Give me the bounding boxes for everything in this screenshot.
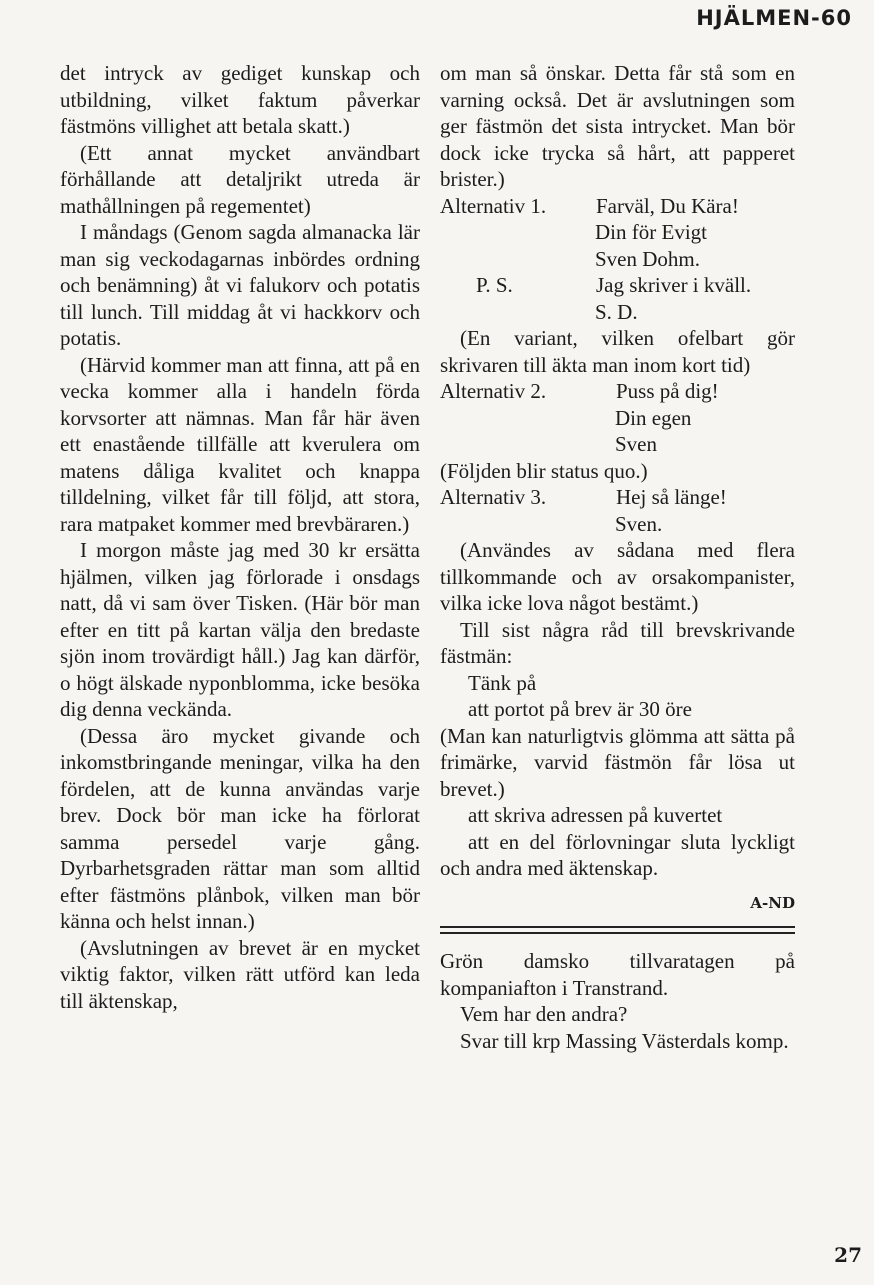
paragraph: det intryck av gediget kunskap och utbildning, vilket faktum påverkar fästmöns villighet att betala skatt.) <box>60 61 420 138</box>
paragraph: (Man kan naturligtvis glömma att sätta på frimärke, varvid fästmön får lösa ut brevet.) <box>440 723 795 801</box>
paragraph: (Användes av sådana med flera tillkommande och av orsakompanister, vilka icke lova något bestämt.) <box>440 538 795 615</box>
paragraph: om man så önskar. Detta får stå som en varning också. Det är avslutningen som ger fästmön det sista intrycket. Man bör dock icke trycka så hårt, att papperet brister.) <box>440 61 795 191</box>
right-column <box>440 60 795 1054</box>
divider <box>440 926 795 928</box>
paragraph: (Ett annat mycket användbart förhållande att detaljrikt utreda är mathållningen på regementet) <box>60 140 420 218</box>
alternative-label: Alternativ 2. <box>440 379 547 403</box>
page-number: 27 <box>834 1243 862 1267</box>
paragraph: I måndags (Genom sagda almanacka lär man sig veckodagarnas inbördes ordning och benämning) åt vi falukorv och potatis till lunch. Till middag åt vi hackkorv och potatis. <box>60 220 420 350</box>
closing-line: Hej så länge! <box>616 485 727 509</box>
closing-line: Sven. <box>615 511 663 536</box>
alternative-label: Alternativ 3. <box>440 485 547 509</box>
alternative-label: Alternativ 1. <box>440 193 547 218</box>
paragraph: (En variant, vilken ofelbart gör skrivaren till äkta man inom kort tid) <box>440 326 795 377</box>
left-column <box>60 60 420 1014</box>
paragraph: att portot på brev är 30 öre <box>468 697 692 721</box>
closing-line: Farväl, Du Kära! <box>596 193 739 218</box>
paragraph: (Dessa äro mycket givande och inkomstbringande meningar, vilka ha den fördelen, att de kunna användas varje brev. Dock bör man icke ha förlorat samma persedel varje gång. Dyrbarhetsgraden rättar man som alltid efter fästmöns plånbok, vilken man bör känna och helst innan.) <box>60 723 420 933</box>
notice-text: Svar till krp Massing Västerdals komp. <box>460 1028 789 1053</box>
closing-line: Puss på dig! <box>616 379 719 403</box>
paragraph: I morgon måste jag med 30 kr ersätta hjälmen, vilken jag förlorade i onsdags natt, då vi sam över Tisken. (Här bör man efter en titt på kartan välja den bredaste sjön inom trovärdigt håll.) Jag kan därför, o högt älskade nyponblomma, icke besöka dig denna veckända. <box>60 538 420 721</box>
closing-line: Sven <box>615 432 657 456</box>
paragraph: (Avslutningen av brevet är en mycket viktig faktor, vilken rätt utförd kan leda till äktenskap, <box>60 935 420 1013</box>
paragraph: Tänk på <box>468 670 537 695</box>
notice-text: Grön damsko tillvaratagen på kompaniafton i Transtrand. <box>440 949 795 1000</box>
author-signature: A-ND <box>750 893 795 912</box>
closing-line: Din för Evigt <box>595 220 707 244</box>
letter-alternative-3 <box>440 484 795 511</box>
magazine-title: HJÄLMEN-60 <box>696 6 852 30</box>
closing-line: Din egen <box>615 405 692 430</box>
letter-alternative-1 <box>440 193 795 220</box>
ps-label: P. S. <box>476 273 513 297</box>
paragraph: att skriva adressen på kuvertet <box>468 803 723 827</box>
notice-text: Vem har den andra? <box>460 1002 628 1026</box>
paragraph: att en del förlovningar sluta lyckligt och andra med äktenskap. <box>440 829 795 880</box>
ps-signature: S. D. <box>595 299 638 324</box>
postscript <box>440 272 795 299</box>
letter-alternative-2 <box>440 378 795 405</box>
ps-text: Jag skriver i kväll. <box>596 273 752 297</box>
paragraph: (Härvid kommer man att finna, att på en vecka kommer alla i handeln förda korvsorter att nämnas. Man får här även ett enastående tillfälle att kverulera om matens dåliga kvalitet och knappa tilldelning, vilket får till följd, att stora, rara matpaket kommer med brevbäraren.) <box>60 352 420 536</box>
paragraph: (Följden blir status quo.) <box>440 458 648 483</box>
closing-line: Sven Dohm. <box>595 246 700 271</box>
paragraph: Till sist några råd till brevskrivande fästmän: <box>440 617 795 668</box>
